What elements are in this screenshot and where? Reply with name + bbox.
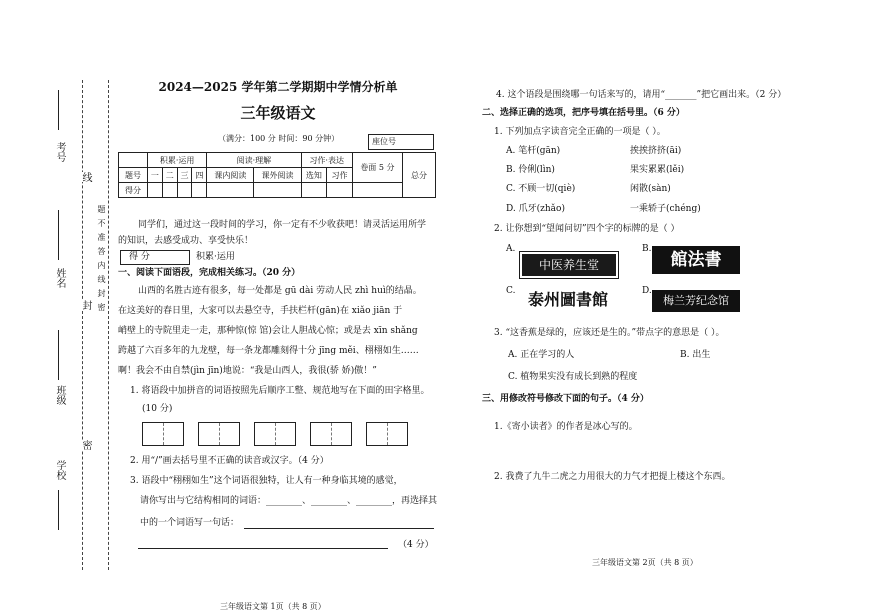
intro-line-2: 的知识，去感受成功、享受快乐！ (118, 236, 254, 246)
banji-write-line[interactable] (58, 330, 59, 380)
q2-3-opt-a: A. 正在学习的人 (508, 350, 575, 360)
seal-b-image: 館法書 (652, 246, 740, 274)
binding-xian: 线 (80, 172, 91, 182)
q2-3-opt-b: B. 出生 (680, 350, 711, 360)
q2-1-opt-c2: 闲散(sàn) (630, 184, 671, 194)
tianzige-box[interactable] (366, 422, 408, 446)
tianzige-box[interactable] (310, 422, 352, 446)
q3-title: 三、用修改符号修改下面的句子。（4 分） (482, 394, 649, 404)
col-8: 习作 (327, 168, 353, 183)
passage-line-4: 跨越了六百多年的九龙壁，每一条龙都雕刻得十分 jīng měi、栩栩如生…… (118, 346, 419, 356)
label-xuexiao: 学校 (54, 460, 65, 480)
q1-3c: 中的一个词语写一句话： (140, 518, 240, 528)
q1-3a: 3. 语段中“栩栩如生”这个词语很独特，让人有一种身临其境的感觉， (130, 476, 403, 486)
passage-line-3: 峭壁上的寺院里走一走，那种惊(惊 馆)会让人胆战心惊；或是去 xīn shǎng (118, 326, 418, 336)
q1-1-score: (10 分) (142, 404, 173, 414)
binding-mi: 密 (80, 440, 91, 450)
intro-line-1: 同学们，通过这一段时间的学习，你一定有不少收获吧！请灵活运用所学 (138, 220, 427, 230)
label-xingming: 姓名 (54, 268, 65, 288)
score-cell[interactable] (254, 183, 301, 198)
seal-d-image: 梅兰芳纪念馆 (652, 290, 740, 312)
passage-line-5: 啊！我会不由自禁(jìn jīn)地说：“我是山西人，我很(骄 娇)傲！” (118, 366, 377, 376)
score-cell[interactable] (301, 183, 327, 198)
col-2: 二 (162, 168, 177, 183)
q1-title: 一、阅读下面语段，完成相关练习。（20 分） (118, 268, 301, 278)
q1-3-score: （4 分） (398, 540, 434, 550)
q2-3-opt-c: C. 植物果实没有成长到熟的程度 (508, 372, 638, 382)
tianzige-row (142, 422, 422, 450)
q4: 4. 这个语段是围绕哪一句话来写的，请用“_______”把它画出来。（2 分） (496, 90, 787, 100)
seal-d-label: D. (642, 286, 652, 296)
group-jilei: 积累·运用 (148, 153, 207, 168)
score-cell[interactable] (207, 183, 254, 198)
col-4: 四 (192, 168, 207, 183)
col-3: 三 (177, 168, 192, 183)
q3-1: 1.《寄小读者》的作者是冰心写的。 (494, 422, 638, 432)
q2-1-opt-b: B. 伶俐(lìn) (506, 165, 555, 175)
binding-warning: 题不准答内线封密 (97, 205, 106, 317)
label-banji: 班级 (54, 385, 65, 405)
label-kaohao: 考号 (54, 142, 65, 162)
q1-2: 2. 用“/”画去括号里不正确的读音或汉字。（4 分） (130, 456, 329, 466)
q2-1-opt-a: A. 笔杆(gān) (506, 146, 561, 156)
q2-title: 二、选择正确的选项，把序号填在括号里。（6 分） (482, 108, 685, 118)
kaohao-write-line[interactable] (58, 90, 59, 130)
seal-a-label: A. (506, 244, 516, 254)
exam-title: 2024—2025 学年第二学期期中学情分析单 (158, 80, 398, 94)
col-6: 课外阅读 (254, 168, 301, 183)
group-xizuo: 习作·表达 (301, 153, 352, 168)
q1-3b: 请你写出与它结构相同的词语：________、________、________，再选择其 (140, 496, 438, 506)
inner-dashed-line (108, 80, 109, 570)
q2-1-opt-c: C. 不顾一切(qiè) (506, 184, 576, 194)
tianzige-box[interactable] (142, 422, 184, 446)
q2-1-opt-d: D. 爪牙(zhǎo) (506, 204, 565, 214)
col-7: 选知 (301, 168, 327, 183)
binding-dashed-line (82, 80, 83, 570)
seal-b-label: B. (642, 244, 652, 254)
tianzige-box[interactable] (198, 422, 240, 446)
score-cell[interactable] (148, 183, 163, 198)
q2-1-opt-a2: 挨挨挤挤(āi) (630, 146, 682, 156)
answer-line[interactable] (138, 548, 388, 549)
xuexiao-write-line[interactable] (58, 490, 59, 530)
juanmian-header: 卷面 5 分 (352, 153, 402, 183)
tihao-label: 题号 (119, 168, 148, 183)
q2-1: 1. 下列加点字读音完全正确的一项是（ ）。 (494, 127, 666, 137)
score-table (118, 152, 436, 198)
defen-label: 得分 (119, 183, 148, 198)
passage-line-2: 在这美好的春日里，大家可以去悬空寺，手扶栏杆(gān)在 xiǎo jiān 于 (118, 306, 403, 316)
tianzige-box[interactable] (254, 422, 296, 446)
q2-2: 2. 让你想到“望闻问切”四个字的标牌的是（ ） (494, 224, 680, 234)
total-header: 总分 (403, 153, 436, 198)
right-footer: 三年级语文第 2页（共 8 页） (592, 558, 698, 567)
q2-1-opt-b2: 果实累累(lěi) (630, 165, 685, 175)
seal-c-label: C. (506, 286, 516, 296)
xingming-write-line[interactable] (58, 210, 59, 260)
q2-3: 3. “这香蕉是绿的，应该还是生的。”带点字的意思是（ ）。 (494, 328, 725, 338)
seal-a-image: 中医养生堂 (520, 252, 618, 278)
seat-label: 座位号 (372, 137, 396, 146)
score-box-label: 得 分 (129, 252, 150, 262)
score-cell[interactable] (327, 183, 353, 198)
group-yuedu: 阅读·理解 (207, 153, 301, 168)
seat-number-box[interactable] (368, 134, 434, 150)
score-cell[interactable] (352, 183, 402, 198)
score-box[interactable] (120, 250, 190, 265)
q2-1-opt-d2: 一乘轿子(chéng) (630, 204, 701, 214)
left-footer: 三年级语文第 1页（共 8 页） (220, 602, 326, 611)
seal-c-image: 泰州圖書館 (527, 290, 608, 309)
answer-line[interactable] (244, 528, 434, 529)
q1-1: 1. 将语段中加拼音的词语按照先后顺序工整、规范地写在下面的田字格里。 (130, 386, 430, 396)
col-1: 一 (148, 168, 163, 183)
subject-title: 三年级语文 (240, 104, 316, 122)
exam-meta: （满分：100 分 时间：90 分钟） (218, 134, 340, 143)
score-cell[interactable] (162, 183, 177, 198)
binding-feng: 封 (80, 300, 91, 310)
score-cell[interactable] (177, 183, 192, 198)
col-5: 课内阅读 (207, 168, 254, 183)
section-label: 积累·运用 (196, 252, 235, 262)
q3-2: 2. 我费了九牛二虎之力用很大的力气才把提上楼这个东西。 (494, 472, 731, 482)
score-cell[interactable] (192, 183, 207, 198)
passage-line-1: 山西的名胜古迹有很多，每一处都是 gū dài 劳动人民 zhì huì的结晶。 (138, 286, 422, 296)
